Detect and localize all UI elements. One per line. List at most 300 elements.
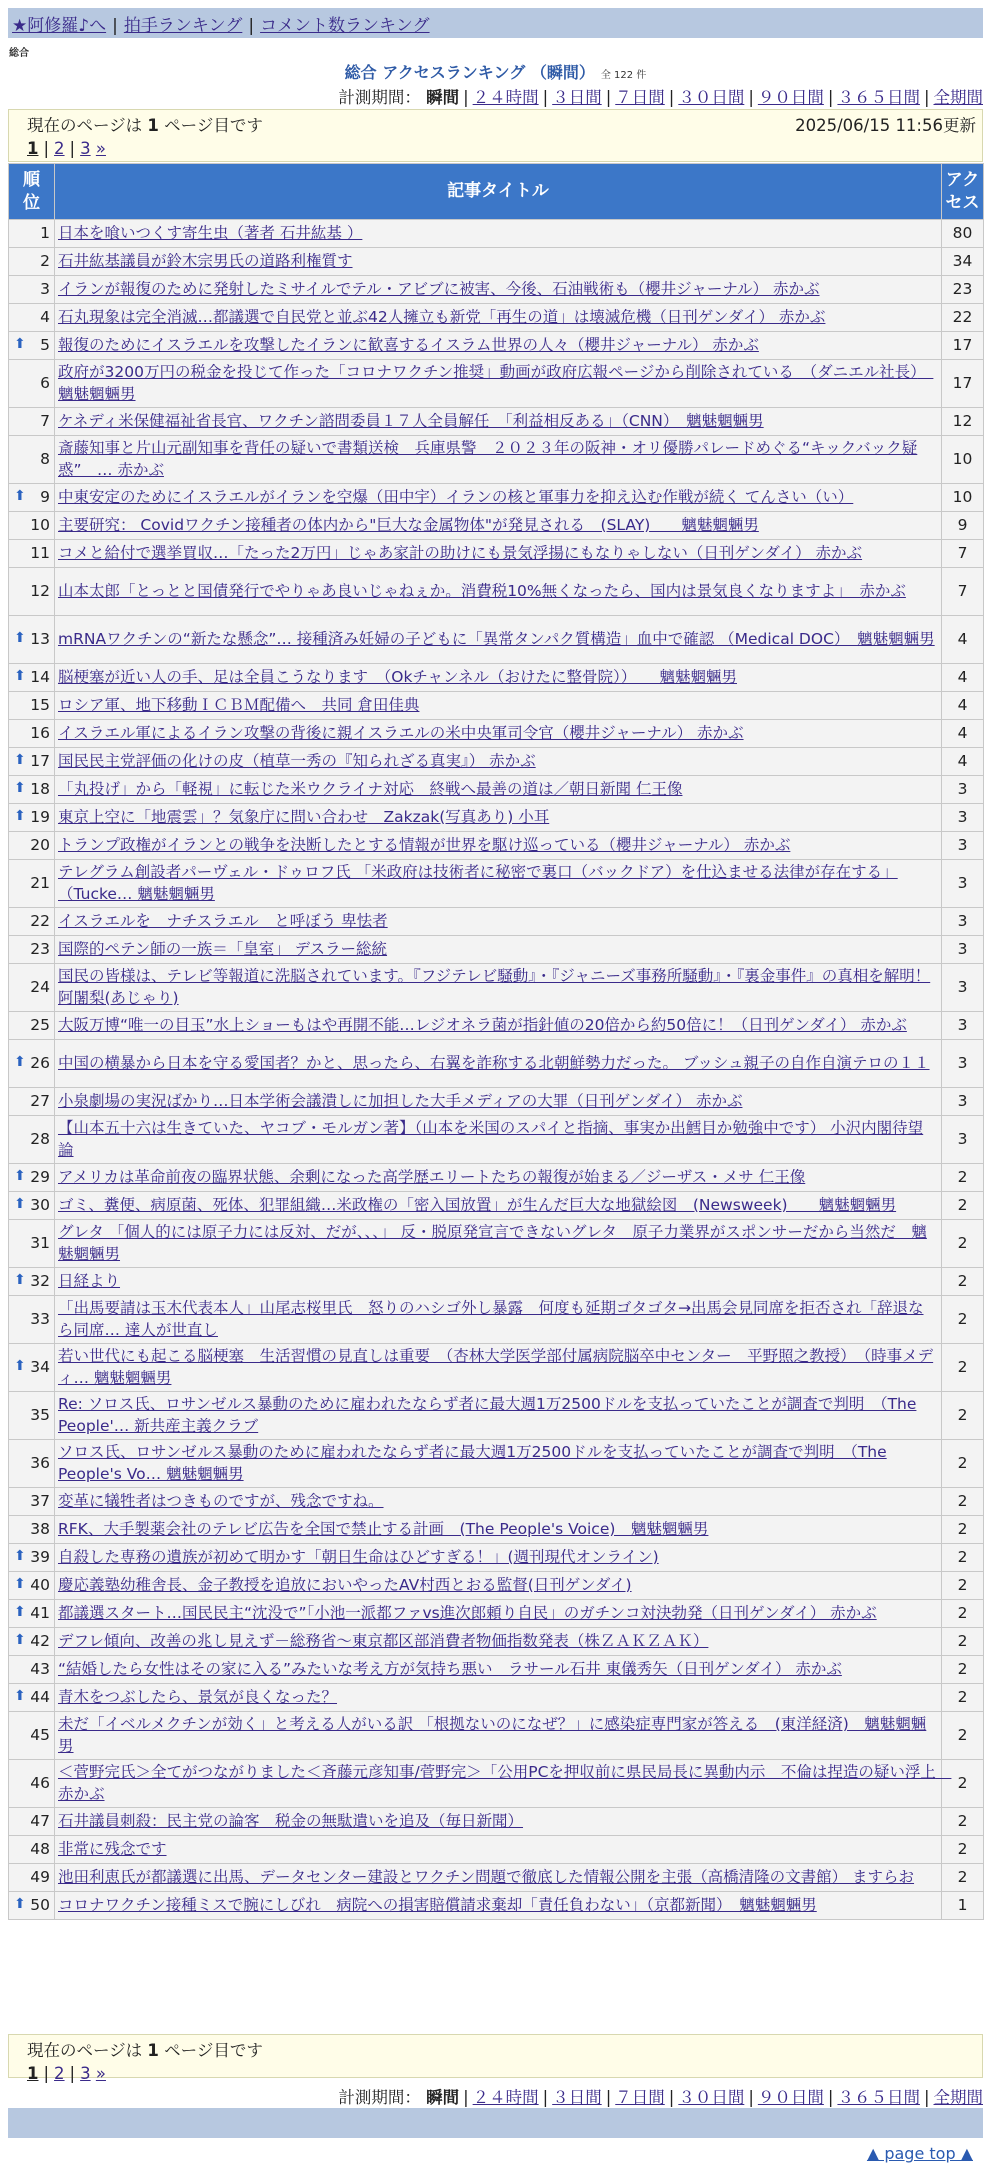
table-row [9,1192,984,1220]
rank-cell [9,1836,55,1864]
access-count: 3 [942,1012,984,1040]
table-row [9,1088,984,1116]
table-row [9,248,984,276]
article-link[interactable]: mRNAワクチンの“新たな懸念”… 接種済み妊婦の子どもに「異常タンパク質構造」血中で確認 （Medical DOC） 魑魅魍魎男 [58,629,935,648]
article-link[interactable]: 池田利恵氏が都議選に出馬、データセンター建設とワクチン問題で徹底した情報公開を主張（高橋清隆の文書館） ますらお [58,1867,915,1886]
title-cell [55,1012,942,1040]
table-row [9,304,984,332]
title-cell [55,568,942,616]
access-count: 4 [942,748,984,776]
article-link[interactable]: 山本太郎「とっとと国債発行でやりゃあ良いじゃねぇか。消費税10%無くなったら、国内は景気良くなりますよ」 赤かぶ [58,581,906,600]
article-link[interactable]: ＜菅野完氏＞全てがつながりました＜斉藤元彦知事/菅野完＞「公用PCを押収前に県民局長に異動内示 不倫は捏造の疑い浮上 赤かぶ [58,1762,952,1803]
rank-up-icon: ⬆ [14,1895,26,1912]
rank-cell [9,860,55,908]
rank-number: 50 [30,1895,50,1914]
rank-up-icon: ⬆ [14,1357,26,1374]
rank-up-icon: ⬆ [14,1053,26,1070]
table-row [9,1572,984,1600]
pager-status: 現在のページは 1 ページ目です [27,116,263,135]
rank-cell [9,804,55,832]
rank-cell [9,1892,55,1920]
rank-number: 45 [30,1725,50,1744]
pager-top [8,109,983,162]
rank-number: 25 [30,1015,50,1034]
rank-cell [9,1440,55,1488]
period-365d-link[interactable]: ３６５日間 [837,88,920,107]
title-cell [55,1628,942,1656]
table-row [9,276,984,304]
access-count: 2 [942,1516,984,1544]
period-current: 瞬間 [426,2088,460,2107]
table-row [9,568,984,616]
article-link[interactable]: デフレ傾向、改善の兆し見えず－総務省～東京都区部消費者物価指数発表（株ＺＡＫＺＡＫ） [58,1631,709,1650]
access-count: 80 [942,220,984,248]
rank-cell [9,964,55,1012]
rank-cell [9,720,55,748]
article-link[interactable]: 政府が3200万円の税金を投じて作った「コロナワクチン推奨」動画が政府広報ページから削除されている （ダニエル社長） 魑魅魍魎男 [58,362,934,403]
rank-number: 14 [30,667,50,686]
updated-timestamp: 2025/06/15 11:56更新 [795,116,976,135]
article-link[interactable]: 東京上空に「地震雲」？気象庁に問い合わせ Zakzak(写真あり) 小耳 [58,807,550,826]
article-link[interactable]: グレタ 「個人的には原子力には反対、だが、、、」 反・脱原発宣言できないグレタ 原子力業界がスポンサーだから当然だ 魑魅魍魎男 [58,1222,927,1263]
period-all-link[interactable]: 全期間 [933,2088,983,2107]
rank-cell [9,276,55,304]
title-cell [55,748,942,776]
rank-number: 28 [30,1129,50,1148]
table-row [9,1488,984,1516]
access-count: 2 [942,1628,984,1656]
article-link[interactable]: 日本を喰いつくす寄生虫（著者 石井紘基 ） [58,223,363,242]
table-row [9,1440,984,1488]
title-cell [55,484,942,512]
title-header: 記事タイトル [55,164,942,220]
rank-number: 30 [30,1195,50,1214]
title-cell [55,1116,942,1164]
rank-up-icon: ⬆ [14,629,26,646]
table-row [9,936,984,964]
title-cell [55,220,942,248]
title-cell [55,1572,942,1600]
period-current: 瞬間 [426,88,460,107]
access-count: 2 [942,1808,984,1836]
article-link[interactable]: 国際的ペテン師の一族＝「皇室」 デスラー総統 [58,939,388,958]
table-row [9,1164,984,1192]
rank-number: 49 [30,1867,50,1886]
access-count: 10 [942,436,984,484]
table-row [9,484,984,512]
rank-number: 34 [30,1357,50,1376]
rank-cell [9,512,55,540]
home-link[interactable]: ★阿修羅♪へ [12,16,107,36]
rank-cell [9,1516,55,1544]
access-count: 1 [942,1892,984,1920]
access-count: 2 [942,1656,984,1684]
article-link[interactable]: 中国の横暴から日本を守る愛国者？かと、思ったら、右翼を詐称する北朝鮮勢力だった。 ブッシュ親子の自作自演テロの１１ [58,1053,930,1072]
rank-number: 27 [30,1091,50,1110]
article-link[interactable]: ソロス氏、ロサンゼルス暴動のために雇われたならず者に最大週1万2500ドルを支払っていたことが調査で判明 （The People's Vo… 魑魅魍魎男 [58,1442,887,1483]
rank-number: 32 [30,1271,50,1290]
rank-number: 17 [30,751,50,770]
access-count: 22 [942,304,984,332]
table-row [9,1220,984,1268]
rank-number: 36 [30,1453,50,1472]
article-link[interactable]: ゴミ、糞便、病原菌、死体、犯罪組織…米政権の「密入国放置」が生んだ巨大な地獄絵図 (Newsweek) 魑魅魍魎男 [58,1195,897,1214]
table-row [9,436,984,484]
rank-up-icon: ⬆ [14,1167,26,1184]
title-cell [55,1440,942,1488]
table-row [9,720,984,748]
table-row [9,1864,984,1892]
rank-up-icon: ⬆ [14,335,26,352]
article-link[interactable]: 「丸投げ」から「軽視」に転じた米ウクライナ対応 終戦へ最善の道は／朝日新聞 仁王像 [58,779,683,798]
page-3-link[interactable]: 3 [80,139,91,158]
access-count: 3 [942,908,984,936]
rank-number: 16 [30,723,50,742]
table-row [9,1392,984,1440]
table-row [9,1296,984,1344]
article-link[interactable]: RFK、大手製薬会社のテレビ広告を全国で禁止する計画 (The People's Voice) 魑魅魍魎男 [58,1519,709,1538]
access-count: 2 [942,1164,984,1192]
table-row [9,1808,984,1836]
rank-number: 39 [30,1547,50,1566]
table-row [9,776,984,804]
rank-number: 42 [30,1631,50,1650]
rank-cell [9,484,55,512]
rank-up-icon: ⬆ [14,751,26,768]
article-link[interactable]: 国民の皆様は、テレビ等報道に洗脳されています。『フジテレビ騒動』・『ジャニーズ事務所騒動』・『裏金事件』の真相を解明！ 阿闍梨(あじゃり) [58,966,931,1007]
rank-number: 10 [30,515,50,534]
rank-up-icon: ⬆ [14,1603,26,1620]
access-count: 2 [942,1684,984,1712]
rank-cell [9,616,55,664]
title-cell [55,540,942,568]
title-cell [55,1544,942,1572]
comment-ranking-link[interactable]: コメント数ランキング [260,16,430,36]
rank-number: 8 [40,449,50,468]
rank-cell [9,220,55,248]
access-header: アク セス [942,164,984,220]
access-count: 17 [942,360,984,408]
rank-number: 5 [40,335,50,354]
access-count: 2 [942,1296,984,1344]
title-cell [55,692,942,720]
article-link[interactable]: 変革に犠牲者はつきものですが、残念ですね。 [58,1491,384,1510]
table-row [9,1760,984,1808]
title-cell [55,436,942,484]
table-row [9,748,984,776]
title-cell [55,360,942,408]
table-row [9,408,984,436]
rank-cell [9,568,55,616]
title-cell [55,1192,942,1220]
article-link[interactable]: 国民民主党評価の化けの皮（植草一秀の『知られざる真実』） 赤かぶ [58,751,536,770]
period-365d-link[interactable]: ３６５日間 [837,2088,920,2107]
title-cell [55,1268,942,1296]
rank-number: 37 [30,1491,50,1510]
rank-up-icon: ⬆ [14,667,26,684]
access-count: 3 [942,1088,984,1116]
access-count: 34 [942,248,984,276]
rank-number: 19 [30,807,50,826]
access-count: 7 [942,540,984,568]
access-count: 4 [942,616,984,664]
article-link[interactable]: 「出馬要請は玉木代表本人」山尾志桜里氏 怒りのハシゴ外し暴露 何度も延期ゴタゴタ→出馬会見同席を拒否され「辞退なら同席… 達人が世直し [58,1298,924,1339]
title-cell [55,1712,942,1760]
access-count: 2 [942,1600,984,1628]
title-cell [55,304,942,332]
rank-cell [9,664,55,692]
article-link[interactable]: 報復のためにイスラエルを攻撃したイランに歓喜するイスラム世界の人々（櫻井ジャーナル） 赤かぶ [58,335,759,354]
article-link[interactable]: 自殺した専務の遺族が初めて明かす「朝日生命はひどすぎる！」(週刊現代オンライン) [58,1547,659,1566]
page-top [867,2144,973,2163]
table-row [9,1040,984,1088]
pager-bottom [8,2034,983,2083]
period-3d-link[interactable]: ３日間 [552,2088,602,2107]
title-cell [55,1600,942,1628]
title-cell [55,720,942,748]
article-link[interactable]: イスラエル軍によるイラン攻撃の背後に親イスラエルの米中央軍司令官（櫻井ジャーナル） 赤かぶ [58,723,744,742]
access-count: 2 [942,1572,984,1600]
article-link[interactable]: 石井議員刺殺：民主党の論客 税金の無駄遣いを追及（毎日新聞） [58,1811,524,1830]
article-link[interactable]: アメリカは革命前夜の臨界状態、余剰になった高学歴エリートたちの報復が始まる／ジーザス・メサ 仁王像 [58,1167,806,1186]
rank-number: 41 [30,1603,50,1622]
rank-cell [9,1600,55,1628]
rank-cell [9,1712,55,1760]
period-all-link[interactable]: 全期間 [933,88,983,107]
rank-number: 1 [40,223,50,242]
article-link[interactable]: イランが報復のために発射したミサイルでテル・アビブに被害、今後、石油戦術も（櫻井ジャーナル） 赤かぶ [58,279,820,298]
rank-number: 33 [30,1309,50,1328]
title-cell [55,860,942,908]
rank-number: 29 [30,1167,50,1186]
rank-cell [9,1116,55,1164]
access-count: 2 [942,1488,984,1516]
title-cell [55,1760,952,1808]
table-row [9,1600,984,1628]
page-top-link[interactable]: ▲ page top ▲ [866,2144,973,2163]
access-count: 2 [942,1712,984,1760]
page-title [0,60,991,83]
period-24h-link[interactable]: ２４時間 [472,88,539,107]
access-count: 2 [942,1544,984,1572]
article-link[interactable]: コロナワクチン接種ミスで腕にしびれ 病院への損害賠償請求棄却「責任負わない」（京都新聞） 魑魅魍魎男 [58,1895,817,1914]
table-row [9,1544,984,1572]
period-selector-top: 計測期間： 瞬間 | ２４時間 | ３日間 | ７日間 | ３０日間 | ９０日間 | ３６５日間 | 全期間 [338,88,983,107]
rank-number: 21 [30,873,50,892]
rank-up-icon: ⬆ [14,1575,26,1592]
page-2-link[interactable]: 2 [54,2064,65,2083]
rank-number: 7 [40,411,50,430]
title-cell [55,936,942,964]
access-count: 2 [942,1836,984,1864]
rank-number: 20 [30,835,50,854]
article-link[interactable]: Re: ソロス氏、ロサンゼルス暴動のために雇われたならず者に最大週1万2500ドルを支払っていたことが調査で判明 （The People'… 新共産主義クラブ [58,1394,917,1435]
access-count: 3 [942,860,984,908]
page-1-current: 1 [27,139,39,158]
rank-cell [9,692,55,720]
total-count: 全 122 件 [600,70,647,81]
table-row [9,908,984,936]
title-cell [55,1344,942,1392]
rank-cell [9,248,55,276]
article-link[interactable]: 非常に残念です [58,1839,167,1858]
table-row [9,1012,984,1040]
table-row [9,360,984,408]
rank-number: 46 [30,1773,50,1792]
title-cell [55,1836,942,1864]
rank-cell [9,1012,55,1040]
access-count: 2 [942,1760,984,1808]
article-link[interactable]: トランプ政権がイランとの戦争を決断したとする情報が世界を駆け巡っている（櫻井ジャーナル） 赤かぶ [58,835,791,854]
rank-number: 24 [30,977,50,996]
rank-cell [9,540,55,568]
article-link[interactable]: 都議選スタート…国民民主“沈没で”「小池一派都ファvs進次郎頼り自民」のガチンコ対決勃発（日刊ゲンダイ） 赤かぶ [58,1603,877,1622]
title-cell [55,804,942,832]
article-link[interactable]: 石丸現象は完全消滅…都議選で自民党と並ぶ42人擁立も新党「再生の道」は壊滅危機（日刊ゲンダイ） 赤かぶ [58,307,826,326]
table-row [9,540,984,568]
title-cell [55,1040,942,1088]
page-1-current: 1 [27,2064,39,2083]
table-row [9,1892,984,1920]
period-3d-link[interactable]: ３日間 [552,88,602,107]
access-count: 3 [942,1116,984,1164]
top-navigation-bar [8,8,983,38]
period-selector-bottom: 計測期間： 瞬間 | ２４時間 | ３日間 | ７日間 | ３０日間 | ９０日間 | ３６５日間 | 全期間 [338,2088,983,2107]
rank-number: 40 [30,1575,50,1594]
rank-cell [9,1088,55,1116]
article-link[interactable]: 主要研究： Covidワクチン接種者の体内から"巨大な金属物体"が発見される (SLAY) 魑魅魍魎男 [58,515,759,534]
rank-number: 38 [30,1519,50,1538]
article-link[interactable]: 青木をつぶしたら、景気が良くなった？ [58,1687,338,1706]
rank-cell [9,1656,55,1684]
table-row [9,1344,984,1392]
article-link[interactable]: テレグラム創設者パーヴェル・ドゥロフ氏 「米政府は技術者に秘密で裏口（バックドア）を仕込ませる法律が存在する」（Tucke… 魑魅魍魎男 [58,862,898,903]
footer-bar [8,2108,983,2138]
title-cell [55,1088,942,1116]
table-row [9,1268,984,1296]
title-cell [55,832,942,860]
separator: | [112,16,118,36]
access-count: 4 [942,720,984,748]
period-30d-link[interactable]: ３０日間 [678,88,745,107]
article-link[interactable]: 中東安定のためにイスラエルがイランを空爆（田中宇）イランの核と軍事力を抑え込む作戦が続く てんさい（い） [58,487,854,506]
table-row [9,616,984,664]
period-7d-link[interactable]: ７日間 [615,2088,665,2107]
article-link[interactable]: 未だ「イベルメクチンが効く」と考える人がいる訳 「根拠ないのになぜ？」に感染症専門家が答える (東洋経済) 魑魅魍魎男 [58,1714,927,1755]
table-row [9,1656,984,1684]
article-link[interactable]: ケネディ米保健福祉省長官、ワクチン諮問委員１７人全員解任 「利益相反ある」（CNN） 魑魅魍魎男 [58,411,764,430]
table-row [9,1712,984,1760]
rank-number: 12 [30,581,50,600]
access-count: 2 [942,1392,984,1440]
applause-ranking-link[interactable]: 拍手ランキング [123,16,243,36]
title-cell [55,276,942,304]
page-3-link[interactable]: 3 [80,2064,91,2083]
title-cell [55,1516,942,1544]
article-link[interactable]: 斎藤知事と片山元副知事を背任の疑いで書類送検 兵庫県警 ２０２３年の阪神・オリ優勝パレードめぐる“キックバック疑惑” … 赤かぶ [58,438,918,479]
period-90d-link[interactable]: ９０日間 [757,2088,824,2107]
period-24h-link[interactable]: ２４時間 [472,2088,539,2107]
access-count: 4 [942,664,984,692]
article-link[interactable]: 若い世代にも起こる脳梗塞 生活習慣の見直しは重要 （杏林大学医学部付属病院脳卒中センター 平野照之教授） （時事メディ… 魑魅魍魎男 [58,1346,934,1387]
rank-number: 26 [30,1053,50,1072]
rank-number: 44 [30,1687,50,1706]
rank-up-icon: ⬆ [14,779,26,796]
rank-number: 4 [40,307,50,326]
rank-cell [9,1268,55,1296]
rank-cell [9,436,55,484]
article-link[interactable]: 大阪万博“唯一の目玉”水上ショーもはや再開不能…レジオネラ菌が指針値の20倍から約50倍に！（日刊ゲンダイ） 赤かぶ [58,1015,907,1034]
article-link[interactable]: 慶応義塾幼稚舎長、金子教授を追放においやったAV村西とおる監督(日刊ゲンダイ) [58,1575,632,1594]
table-row [9,804,984,832]
article-link[interactable]: コメと給付で選挙買収…「たった2万円」じゃあ家計の助けにも景気浮揚にもなりゃしない（日刊ゲンダイ） 赤かぶ [58,543,863,562]
next-page-link[interactable]: » [95,139,106,158]
next-page-link[interactable]: » [95,2064,106,2083]
table-row [9,964,984,1012]
page-2-link[interactable]: 2 [54,139,65,158]
rank-cell [9,1164,55,1192]
title-cell [55,664,942,692]
rank-cell [9,936,55,964]
access-count: 2 [942,1864,984,1892]
title-cell [55,776,942,804]
article-link[interactable]: ロシア軍、地下移動ＩＣＢＭ配備へ 共同 倉田佳典 [58,695,420,714]
table-row [9,692,984,720]
article-link[interactable]: 小泉劇場の実況ばかり…日本学術会議潰しに加担した大手メディアの大罪（日刊ゲンダイ） 赤かぶ [58,1091,743,1110]
rank-cell [9,908,55,936]
rank-number: 18 [30,779,50,798]
category-label: 総合 [9,48,29,59]
access-count: 12 [942,408,984,436]
article-link[interactable]: 石井紘基議員が鈴木宗男氏の道路利権質す [58,251,353,270]
rank-up-icon: ⬆ [14,1271,26,1288]
title-cell [55,616,942,664]
rank-number: 15 [30,695,50,714]
article-link[interactable]: 【山本五十六は生きていた、ヤコブ・モルガン著】（山本を米国のスパイと指摘、事実か出鱈目か勉強中です） 小沢内閣待望論 [58,1118,924,1159]
period-30d-link[interactable]: ３０日間 [678,2088,745,2107]
rank-cell [9,832,55,860]
title-cell [55,908,942,936]
article-link[interactable]: 脳梗塞が近い人の手、足は全員こうなります （Okチャンネル（おけたに整骨院）） 魑魅魍魎男 [58,667,737,686]
title-cell [55,512,942,540]
table-row [9,512,984,540]
rank-number: 22 [30,911,50,930]
rank-cell [9,1488,55,1516]
rank-cell [9,360,55,408]
rank-cell [9,1760,55,1808]
rank-cell [9,1040,55,1088]
rank-cell [9,1628,55,1656]
rank-cell [9,1392,55,1440]
table-row [9,860,984,908]
article-link[interactable]: “結婚したら女性はその家に入る”みたいな考え方が気持ち悪い ラサール石井 東儀秀矢（日刊ゲンダイ） 赤かぶ [58,1659,842,1678]
rank-number: 2 [40,251,50,270]
title-cell [55,1392,942,1440]
title-cell [55,1864,942,1892]
access-count: 3 [942,964,984,1012]
title-cell [55,1808,942,1836]
article-link[interactable]: 日経より [58,1271,121,1290]
rank-cell [9,332,55,360]
period-7d-link[interactable]: ７日間 [615,88,665,107]
rank-up-icon: ⬆ [14,1687,26,1704]
title-cell [55,1892,942,1920]
article-link[interactable]: イスラエルを ナチスラエル と呼ぼう 卑怯者 [58,911,388,930]
period-90d-link[interactable]: ９０日間 [757,88,824,107]
table-row [9,664,984,692]
rank-cell [9,748,55,776]
rank-number: 3 [40,279,50,298]
